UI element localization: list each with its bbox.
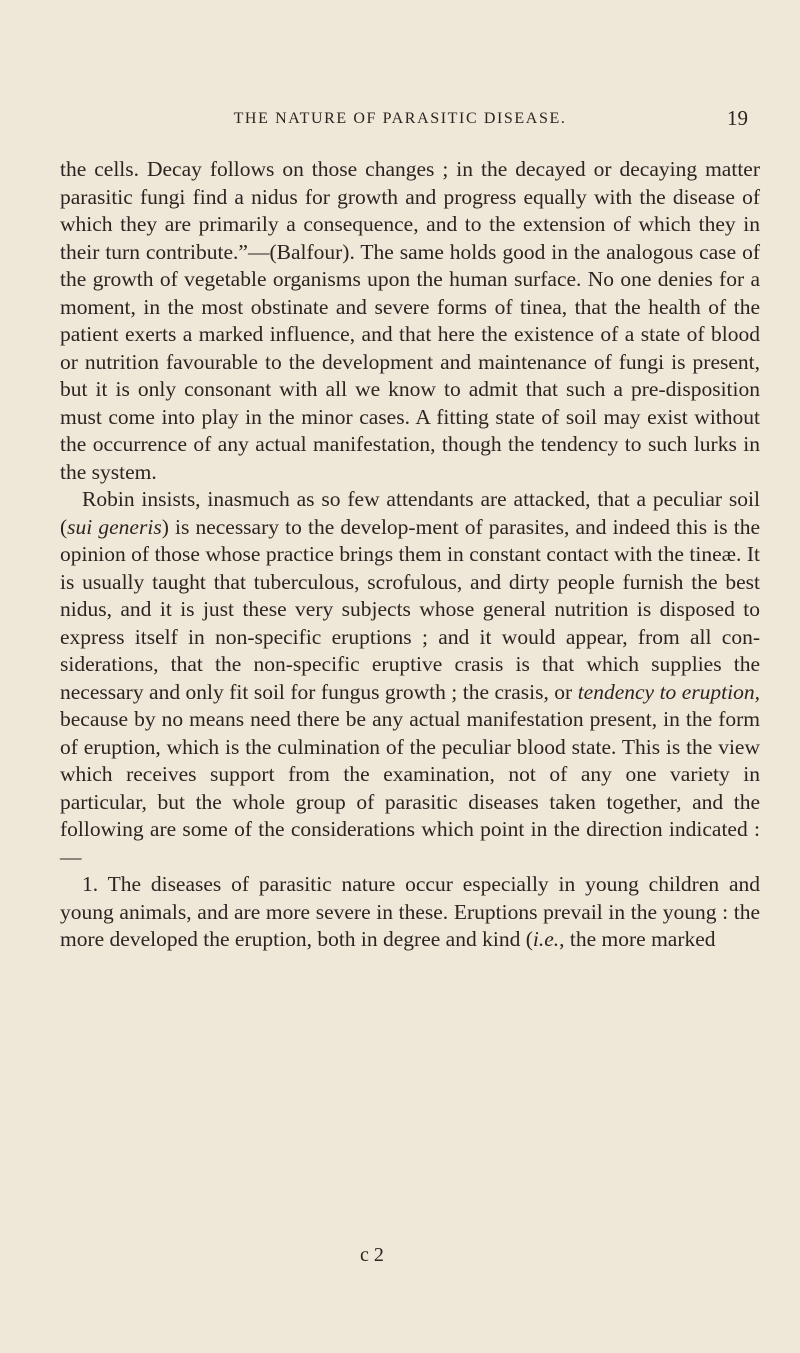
text-run: ) is necessary to the develop-ment of parasites, and indeed this is the opinion of those whose practice brings them in constant contact with the tineæ. It is usually taught that tuberculous, scrofulous, and dirty people furnish the best nidus, and it is just these very subjects whose general nutrition is disposed to express itself in non-specific eruptions ; and it would appear, from all con-siderations, that the non-specific eruptive crasis is that which supplies the necessary and only fit soil for fungus growth ; the crasis, or — [60, 514, 760, 704]
running-head — [60, 106, 760, 140]
italic-text: i.e. — [532, 927, 560, 951]
paragraph — [60, 156, 760, 486]
signature-mark: c 2 — [360, 1244, 384, 1266]
paragraph — [60, 871, 760, 954]
body-text — [60, 156, 760, 954]
paragraph — [60, 486, 760, 871]
italic-text: tendency to eruption, — [577, 679, 761, 704]
running-title: THE NATURE OF PARASITIC DISEASE. — [233, 110, 567, 127]
page-number: 19 — [727, 106, 748, 130]
text-run: 1. The diseases of parasitic nature occur especially in young children and young animals, and are more severe in these. Eruptions prevail in the young : the more developed the eruption, both in degree and kind ( — [60, 872, 760, 951]
text-run: the cells. Decay follows on those changes ; in the decayed or decaying matter parasitic fungi find a nidus for growth and progress equally with the disease of which they are primarily a consequence, and to the extension of which they in their turn contribute.”—(Balfour). The same holds good in the analogous case of the growth of vegetable organisms upon the human surface. No one denies for a moment, in the most obstinate and severe forms of tinea, that the health of the patient exerts a marked influence, and that here the existence of a state of blood or nutrition favourable to the development and maintenance of fungi is present, but it is only consonant with all we know to admit that such a pre-disposition must come into play in the minor cases. A fitting state of soil may exist without the occurrence of any actual manifestation, though the tendency to such lurks in the system. — [60, 157, 760, 484]
text-run: because by no means need there be any actual manifestation present, in the form of eruption, which is the culmination of the peculiar blood state. This is the view which receives support from the examination, not of any one variety in particular, but the whole group of parasitic diseases taken together, and the following are some of the considerations which point in the direction indicated :— — [60, 707, 760, 869]
text-run: , the more marked — [559, 927, 716, 951]
italic-text: sui generis — [67, 514, 162, 539]
text-run: Robin insists, inasmuch as so few attendants are attacked, that a peculiar soil ( — [60, 487, 760, 539]
